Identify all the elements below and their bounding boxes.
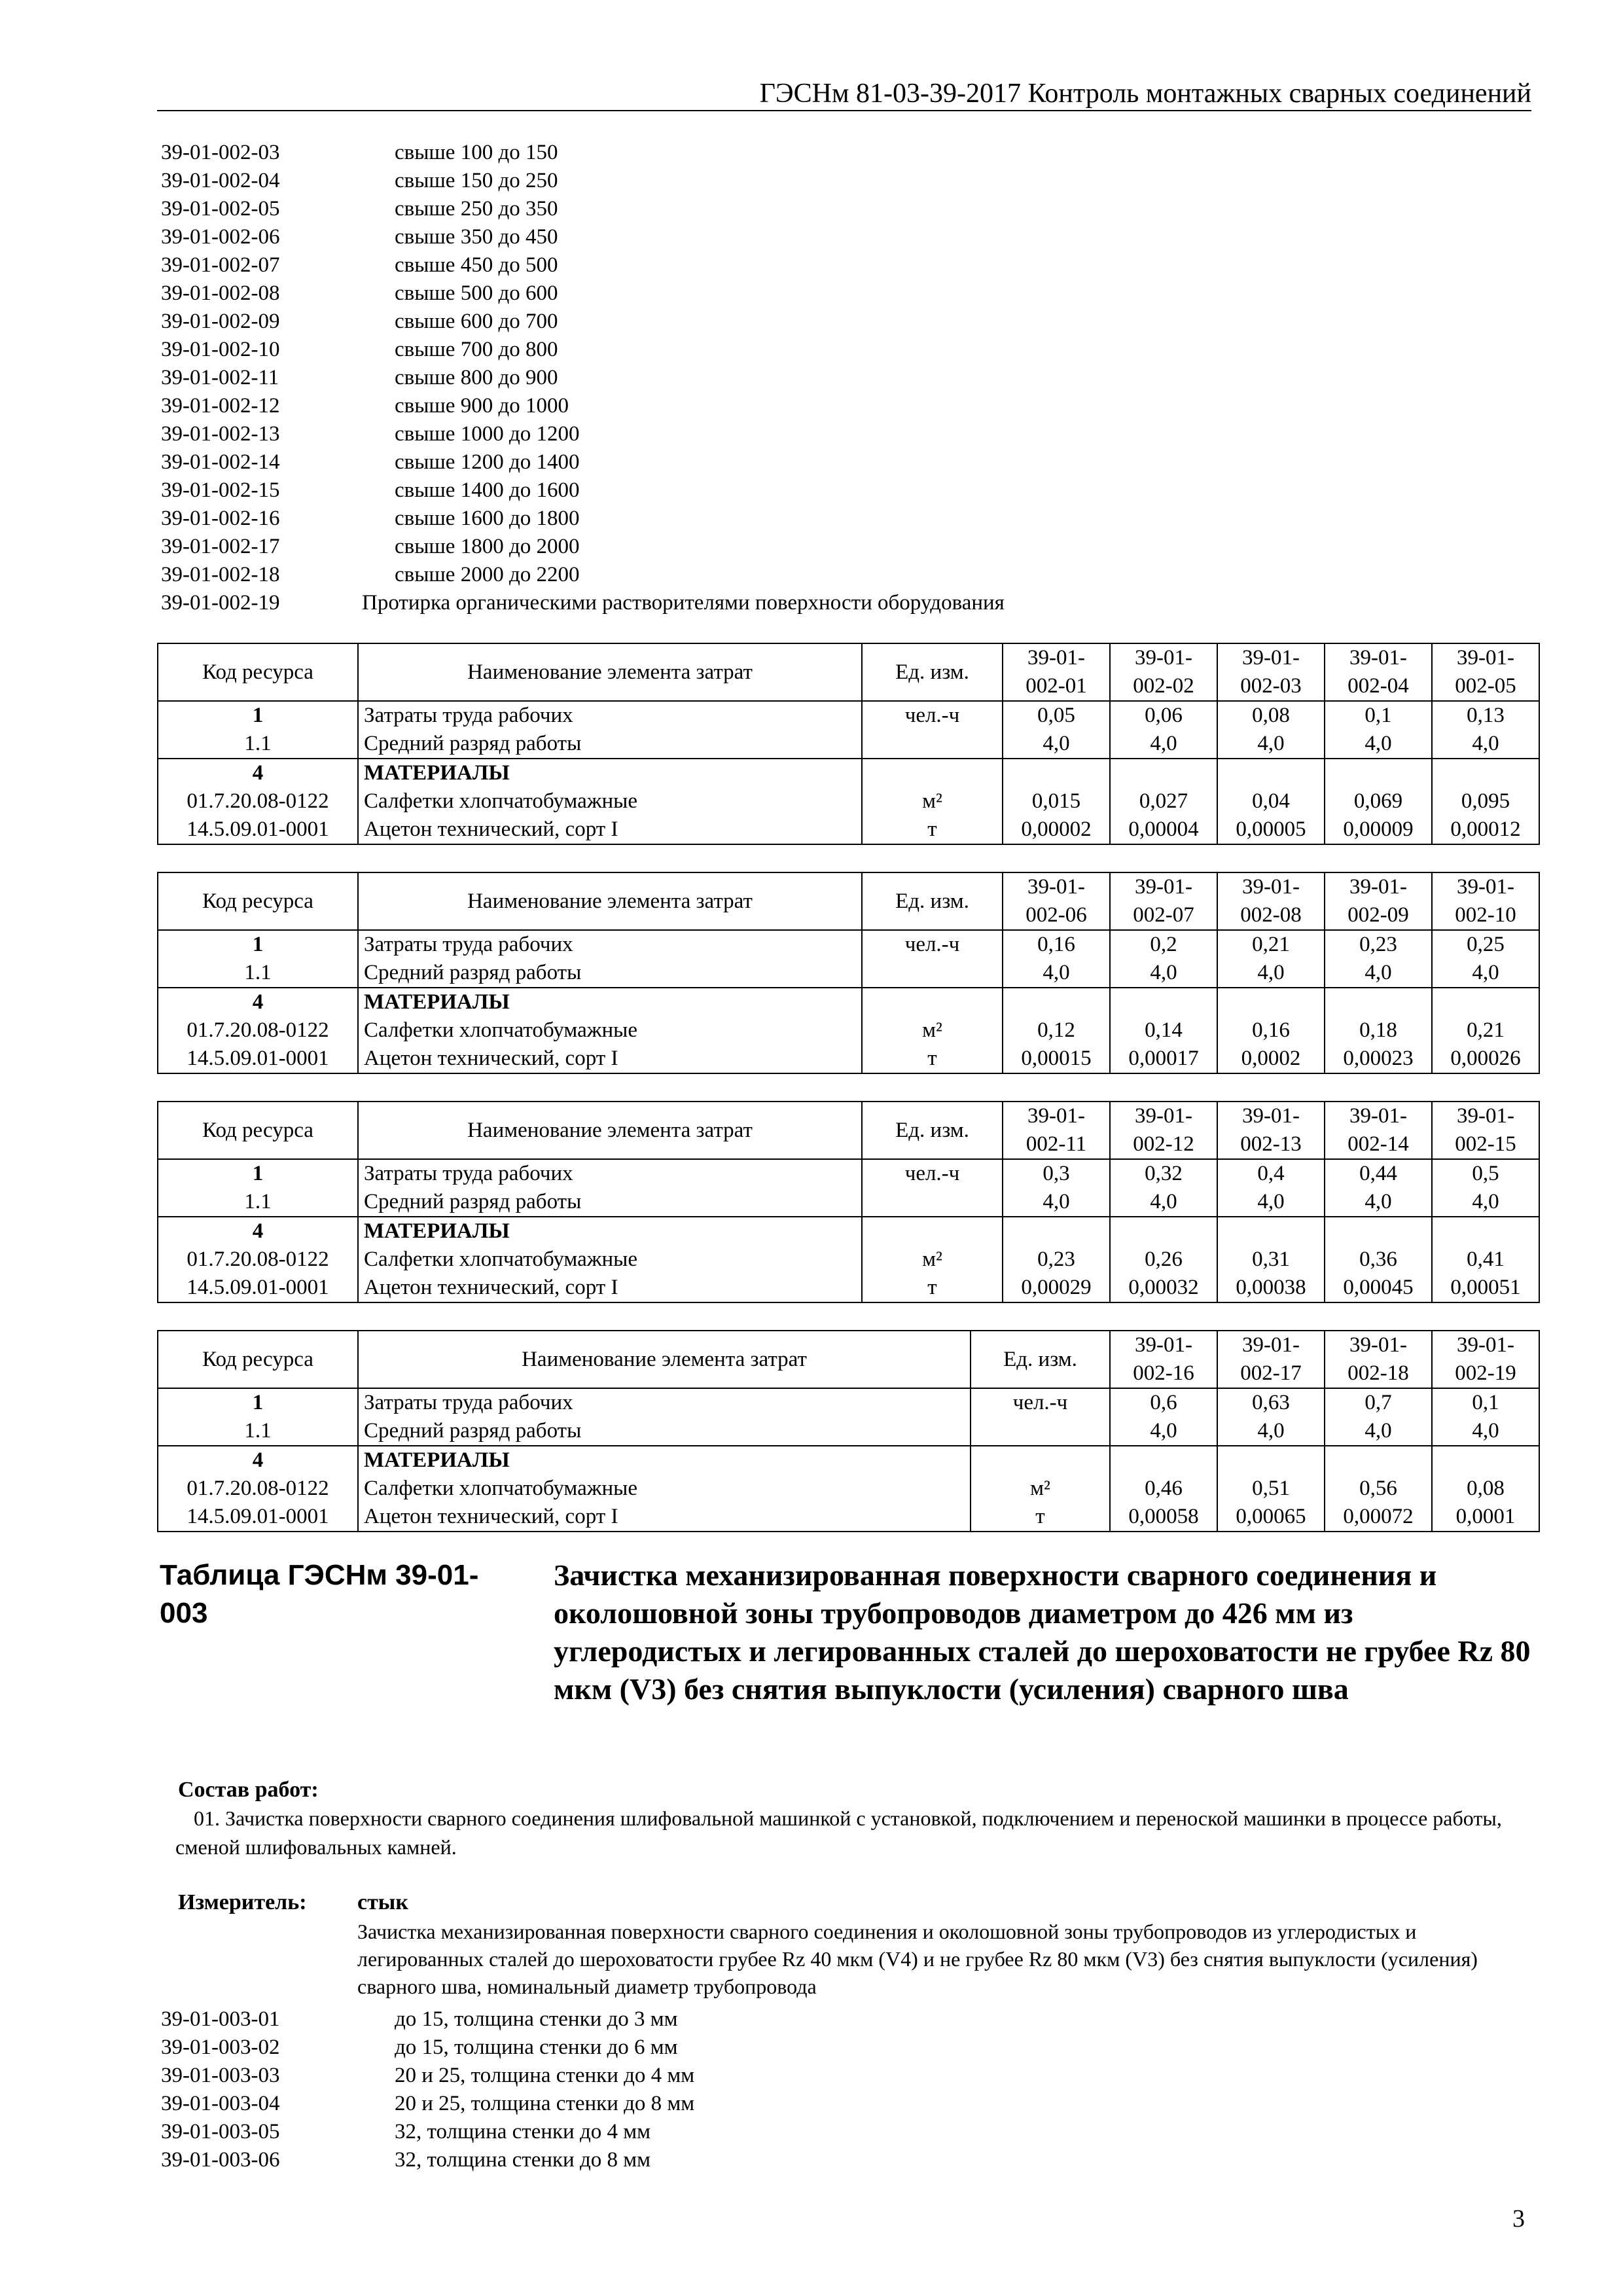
resource-unit: т [862,1045,1003,1073]
item-description: свыше 1600 до 1800 [395,507,580,530]
norm-value: 4,0 [1432,1417,1539,1446]
item-code: 39-01-002-07 [161,253,280,277]
column-header-norm: 39-01-002-05 [1432,643,1539,701]
item-description: свыше 500 до 600 [395,281,558,305]
norm-value: 0,13 [1432,701,1539,730]
item-description: свыше 900 до 1000 [395,394,569,418]
norm-value: 0,015 [1003,787,1110,816]
item-code: 39-01-003-06 [161,2148,280,2172]
norm-value: 4,0 [1110,1417,1217,1446]
resource-name: МАТЕРИАЛЫ [358,988,862,1016]
resource-code: 1.1 [158,1417,358,1446]
norm-value: 0,18 [1325,1016,1432,1045]
column-header-norm: 39-01-002-02 [1110,643,1217,701]
column-header-norm: 39-01-002-14 [1325,1102,1432,1159]
item-description: свыше 1400 до 1600 [395,478,580,502]
measure-description: Зачистка механизированная поверхности сварного соединения и околошовной зоны трубопроводов из углеродистых и легированных сталей до шероховатости грубее Rz 40 мкм (V4) и не грубее Rz 80 мкм (V3) без снятия выпуклости (усиления) сварного шва, номинальный диаметр трубопровода [357,1920,1478,1998]
item-code: 39-01-003-03 [161,2064,280,2087]
resource-unit [862,1217,1003,1246]
resource-name: Средний разряд работы [358,730,862,759]
column-header-unit: Ед. изм. [862,643,1003,701]
resource-unit: т [862,1274,1003,1302]
resource-unit [862,730,1003,759]
norm-value: 0,00051 [1432,1274,1539,1302]
item-description: до 15, толщина стенки до 6 мм [395,2036,678,2059]
resource-code: 14.5.09.01-0001 [158,1045,358,1073]
item-description: свыше 800 до 900 [395,366,558,389]
norm-value: 0,08 [1217,701,1325,730]
norm-value: 0,095 [1432,787,1539,816]
norm-value: 0,16 [1217,1016,1325,1045]
norm-value: 0,00065 [1217,1503,1325,1532]
table-row [158,1503,1539,1532]
norm-value [1217,759,1325,787]
norm-value [1432,1446,1539,1475]
norm-value: 0,00009 [1325,816,1432,844]
norm-value: 0,32 [1110,1159,1217,1188]
resource-code: 4 [158,1446,358,1475]
resource-code: 14.5.09.01-0001 [158,1503,358,1532]
norm-value [1432,988,1539,1016]
norm-value: 4,0 [1432,1188,1539,1217]
norm-value: 0,00012 [1432,816,1539,844]
resource-name: Ацетон технический, сорт I [358,1045,862,1073]
resource-unit: м² [862,1016,1003,1045]
norm-value [1110,1217,1217,1246]
table-row [158,1388,1539,1417]
norm-value: 0,23 [1003,1246,1110,1274]
norm-value: 0,0001 [1432,1503,1539,1532]
works-heading: Состав работ: [178,1778,319,1802]
column-header-norm: 39-01-002-16 [1110,1331,1217,1388]
table-row [158,988,1539,1016]
resource-unit [971,1417,1110,1446]
table-row [158,816,1539,844]
table-row [158,730,1539,759]
column-header-norm: 39-01-002-01 [1003,643,1110,701]
norm-value: 4,0 [1110,959,1217,988]
item-code: 39-01-002-16 [161,507,280,530]
resource-name: Ацетон технический, сорт I [358,816,862,844]
norm-value: 0,51 [1217,1475,1325,1503]
table-label: Таблица ГЭСНм 39-01-003 [160,1559,479,1629]
column-header-norm: 39-01-002-18 [1325,1331,1432,1388]
item-description: свыше 150 до 250 [395,169,558,192]
resource-table-1 [157,643,1540,845]
resource-name: Затраты труда рабочих [358,1159,862,1188]
resource-unit: т [971,1503,1110,1532]
resource-code: 01.7.20.08-0122 [158,1475,358,1503]
norm-value: 0,21 [1217,930,1325,959]
resource-unit: м² [862,787,1003,816]
norm-value: 4,0 [1325,1188,1432,1217]
resource-code: 4 [158,988,358,1016]
norm-value: 0,36 [1325,1246,1432,1274]
table-row [158,701,1539,730]
table-row [158,787,1539,816]
resource-name: Затраты труда рабочих [358,701,862,730]
column-header-unit: Ед. изм. [862,1102,1003,1159]
resource-name: Ацетон технический, сорт I [358,1274,862,1302]
norm-value: 0,46 [1110,1475,1217,1503]
resource-name: МАТЕРИАЛЫ [358,759,862,787]
norm-value: 4,0 [1325,1417,1432,1446]
resource-name: Средний разряд работы [358,959,862,988]
resource-unit: чел.-ч [862,930,1003,959]
norm-value: 0,05 [1003,701,1110,730]
norm-value [1325,1446,1432,1475]
norm-value: 0,00005 [1217,816,1325,844]
norm-value [1432,1217,1539,1246]
norm-value: 4,0 [1217,730,1325,759]
norm-value: 4,0 [1325,730,1432,759]
resource-code: 4 [158,1217,358,1246]
resource-name: Салфетки хлопчатобумажные [358,1016,862,1045]
column-header-norm: 39-01-002-19 [1432,1331,1539,1388]
norm-value: 0,7 [1325,1388,1432,1417]
item-code: 39-01-002-04 [161,169,280,192]
norm-value: 0,027 [1110,787,1217,816]
norm-value: 0,5 [1432,1159,1539,1188]
item-description: свыше 700 до 800 [395,338,558,361]
norm-value: 0,0002 [1217,1045,1325,1073]
norm-value: 4,0 [1217,1417,1325,1446]
table-row [158,1417,1539,1446]
resource-code: 1.1 [158,730,358,759]
norm-value: 4,0 [1003,730,1110,759]
column-header-norm: 39-01-002-03 [1217,643,1325,701]
resource-unit [862,759,1003,787]
item-description: свыше 100 до 150 [395,141,558,164]
column-header-code: Код ресурса [158,872,358,930]
item-code: 39-01-002-10 [161,338,280,361]
norm-value [1217,988,1325,1016]
resource-unit: т [862,816,1003,844]
table-row [158,1246,1539,1274]
item-code: 39-01-002-08 [161,281,280,305]
column-header-unit: Ед. изм. [862,872,1003,930]
resource-unit: м² [971,1475,1110,1503]
resource-name: Салфетки хлопчатобумажные [358,787,862,816]
norm-value: 4,0 [1217,1188,1325,1217]
norm-value [1217,1217,1325,1246]
norm-value: 4,0 [1003,959,1110,988]
page-number: 3 [1512,2205,1525,2233]
item-code: 39-01-002-05 [161,197,280,221]
column-header-norm: 39-01-002-12 [1110,1102,1217,1159]
table-row [158,930,1539,959]
table-row [158,1217,1539,1246]
table-row [158,1188,1539,1217]
item-code: 39-01-002-09 [161,310,280,333]
resource-code: 01.7.20.08-0122 [158,1246,358,1274]
norm-value [1110,759,1217,787]
norm-value: 4,0 [1110,1188,1217,1217]
item-code: 39-01-002-19 [161,591,280,615]
column-header-norm: 39-01-002-10 [1432,872,1539,930]
column-header-code: Код ресурса [158,1331,358,1388]
item-code: 39-01-003-01 [161,2007,280,2031]
table-header-row [158,1331,1539,1388]
norm-value: 4,0 [1432,959,1539,988]
norm-value [1432,759,1539,787]
norm-value: 0,4 [1217,1159,1325,1188]
norm-value: 0,00017 [1110,1045,1217,1073]
norm-value: 0,21 [1432,1016,1539,1045]
resource-name: Салфетки хлопчатобумажные [358,1246,862,1274]
column-header-name: Наименование элемента затрат [358,1331,971,1388]
norm-value: 0,00004 [1110,816,1217,844]
column-header-norm: 39-01-002-04 [1325,643,1432,701]
table-row [158,1045,1539,1073]
norm-value: 0,56 [1325,1475,1432,1503]
resource-name: Средний разряд работы [358,1417,971,1446]
norm-value: 0,00023 [1325,1045,1432,1073]
table-header-row [158,1102,1539,1159]
column-header-code: Код ресурса [158,1102,358,1159]
column-header-name: Наименование элемента затрат [358,643,862,701]
norm-value: 0,2 [1110,930,1217,959]
item-description: свыше 450 до 500 [395,253,558,277]
resource-code: 14.5.09.01-0001 [158,1274,358,1302]
item-description: свыше 350 до 450 [395,225,558,249]
resource-name: Салфетки хлопчатобумажные [358,1475,971,1503]
item-description: 32, толщина стенки до 8 мм [395,2148,651,2172]
norm-value [1003,1217,1110,1246]
item-code: 39-01-002-12 [161,394,280,418]
table-header-row [158,643,1539,701]
resource-code: 1 [158,1388,358,1417]
norm-value: 0,00058 [1110,1503,1217,1532]
item-code: 39-01-003-04 [161,2092,280,2115]
column-header-norm: 39-01-002-09 [1325,872,1432,930]
column-header-code: Код ресурса [158,643,358,701]
norm-value: 0,00026 [1432,1045,1539,1073]
item-description: Протирка органическими растворителями поверхности оборудования [362,591,1005,615]
item-code: 39-01-002-15 [161,478,280,502]
norm-value: 0,06 [1110,701,1217,730]
column-header-norm: 39-01-002-08 [1217,872,1325,930]
resource-table-4 [157,1330,1540,1532]
resource-name: Ацетон технический, сорт I [358,1503,971,1532]
norm-value [1003,759,1110,787]
norm-value: 4,0 [1325,959,1432,988]
norm-value: 0,04 [1217,787,1325,816]
measure-unit: стык [357,1890,408,1914]
norm-value: 4,0 [1217,959,1325,988]
norm-value: 0,23 [1325,930,1432,959]
item-code: 39-01-002-18 [161,563,280,586]
norm-value: 0,14 [1110,1016,1217,1045]
norm-value: 0,41 [1432,1246,1539,1274]
resource-code: 01.7.20.08-0122 [158,787,358,816]
norm-value [1325,759,1432,787]
norm-value: 0,00038 [1217,1274,1325,1302]
resource-unit [862,1188,1003,1217]
resource-code: 4 [158,759,358,787]
table-row [158,959,1539,988]
item-description: 32, толщина стенки до 4 мм [395,2120,651,2144]
table-row [158,1274,1539,1302]
norm-value: 0,31 [1217,1246,1325,1274]
item-code: 39-01-003-05 [161,2120,280,2144]
item-code: 39-01-002-13 [161,422,280,446]
norm-value: 0,00072 [1325,1503,1432,1532]
resource-code: 1.1 [158,1188,358,1217]
item-description: 20 и 25, толщина стенки до 4 мм [395,2064,695,2087]
column-header-norm: 39-01-002-06 [1003,872,1110,930]
norm-value: 0,00032 [1110,1274,1217,1302]
resource-code: 1 [158,930,358,959]
resource-name: МАТЕРИАЛЫ [358,1446,971,1475]
item-description: свыше 1800 до 2000 [395,535,580,558]
norm-value [1110,1446,1217,1475]
norm-value: 0,069 [1325,787,1432,816]
norm-value: 0,00015 [1003,1045,1110,1073]
norm-value [1325,988,1432,1016]
column-header-norm: 39-01-002-15 [1432,1102,1539,1159]
norm-value: 0,3 [1003,1159,1110,1188]
norm-value: 4,0 [1003,1188,1110,1217]
resource-unit [862,988,1003,1016]
item-description: свыше 1200 до 1400 [395,450,580,474]
resource-code: 1.1 [158,959,358,988]
table-header-row [158,872,1539,930]
item-description: свыше 250 до 350 [395,197,558,221]
column-header-name: Наименование элемента затрат [358,872,862,930]
norm-value: 0,00002 [1003,816,1110,844]
resource-unit [971,1446,1110,1475]
item-code: 39-01-002-14 [161,450,280,474]
resource-name: Затраты труда рабочих [358,1388,971,1417]
norm-value: 0,1 [1325,701,1432,730]
item-description: до 15, толщина стенки до 3 мм [395,2007,678,2031]
norm-value: 0,6 [1110,1388,1217,1417]
norm-value: 0,12 [1003,1016,1110,1045]
resource-table-3 [157,1101,1540,1303]
resource-unit [862,959,1003,988]
table-title: Зачистка механизированная поверхности сварного соединения и околошовной зоны трубопроводов диаметром до 426 мм из углеродистых и легированных сталей до шероховатости не грубее Rz 80 мкм (V3) без снятия выпуклости (усиления) сварного шва [554,1558,1531,1706]
item-code: 39-01-002-11 [161,366,279,389]
item-code: 39-01-003-02 [161,2036,280,2059]
resource-unit: чел.-ч [971,1388,1110,1417]
column-header-unit: Ед. изм. [971,1331,1110,1388]
table-row [158,1159,1539,1188]
column-header-norm: 39-01-002-17 [1217,1331,1325,1388]
table-row [158,1475,1539,1503]
item-description: свыше 2000 до 2200 [395,563,580,586]
column-header-norm: 39-01-002-13 [1217,1102,1325,1159]
resource-table-2 [157,872,1540,1074]
item-description: свыше 1000 до 1200 [395,422,580,446]
resource-unit: чел.-ч [862,701,1003,730]
column-header-name: Наименование элемента затрат [358,1102,862,1159]
resource-unit: чел.-ч [862,1159,1003,1188]
item-description: свыше 600 до 700 [395,310,558,333]
norm-value: 0,00029 [1003,1274,1110,1302]
norm-value: 0,26 [1110,1246,1217,1274]
norm-value: 4,0 [1432,730,1539,759]
item-code: 39-01-002-17 [161,535,280,558]
norm-value: 0,25 [1432,930,1539,959]
works-text: 01. Зачистка поверхности сварного соединения шлифовальной машинкой с установкой, подключением и переноской машинки в процессе работы, сменой шлифовальных камней. [175,1806,1502,1859]
item-code: 39-01-002-06 [161,225,280,249]
item-code: 39-01-002-03 [161,141,280,164]
resource-code: 14.5.09.01-0001 [158,816,358,844]
resource-name: Средний разряд работы [358,1188,862,1217]
norm-value [1325,1217,1432,1246]
resource-code: 1 [158,701,358,730]
resource-name: МАТЕРИАЛЫ [358,1217,862,1246]
table-row [158,1446,1539,1475]
norm-value: 0,16 [1003,930,1110,959]
norm-value: 0,63 [1217,1388,1325,1417]
norm-value [1217,1446,1325,1475]
norm-value: 0,00045 [1325,1274,1432,1302]
running-header: ГЭСНм 81-03-39-2017 Контроль монтажных сварных соединений [759,79,1531,109]
resource-code: 01.7.20.08-0122 [158,1016,358,1045]
norm-value: 0,44 [1325,1159,1432,1188]
resource-code: 1 [158,1159,358,1188]
column-header-norm: 39-01-002-11 [1003,1102,1110,1159]
table-row [158,759,1539,787]
norm-value: 0,08 [1432,1475,1539,1503]
item-description: 20 и 25, толщина стенки до 8 мм [395,2092,695,2115]
column-header-norm: 39-01-002-07 [1110,872,1217,930]
norm-value: 0,1 [1432,1388,1539,1417]
header-rule [157,110,1531,111]
resource-name: Затраты труда рабочих [358,930,862,959]
norm-value [1003,988,1110,1016]
measure-label: Измеритель: [178,1890,307,1914]
norm-value [1110,988,1217,1016]
table-row [158,1016,1539,1045]
norm-value: 4,0 [1110,730,1217,759]
resource-unit: м² [862,1246,1003,1274]
